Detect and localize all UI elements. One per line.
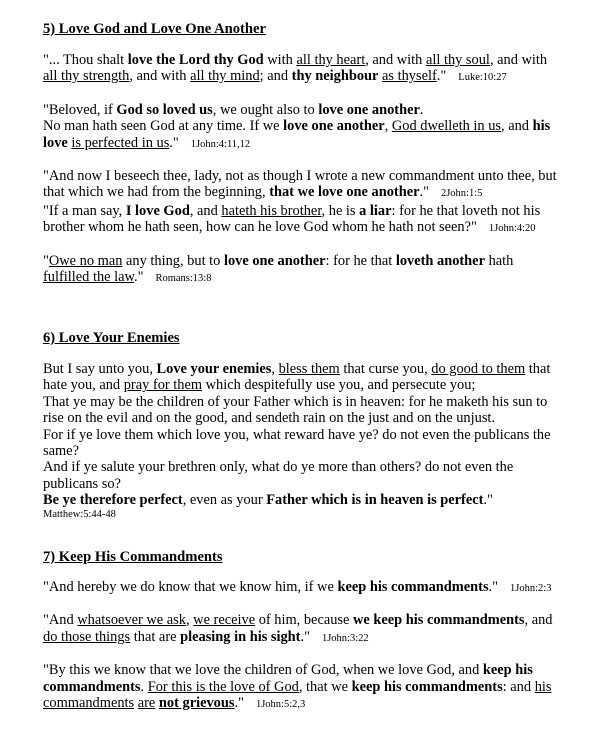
verse-text: as thyself [382, 68, 437, 85]
verse-text: do those things [43, 628, 131, 645]
verse-text: "If a man say, [43, 202, 126, 219]
verse-text: , and with [365, 52, 426, 68]
verse-text: , and with [489, 52, 548, 68]
section-love-god [43, 20, 558, 287]
scripture-reference: 1John:4:20 [488, 223, 536, 235]
verse-text: hateth his brother [221, 202, 322, 219]
verse-text: ." [133, 269, 144, 286]
verse-text: ; and [259, 68, 292, 85]
verse-text: , that we [298, 678, 352, 695]
verse-text: ." [436, 68, 447, 85]
verse-text: "By this we know that we love the children of God, when we love God, and [43, 662, 483, 679]
scripture-reference: 1John:4:11,12 [190, 138, 251, 150]
verse-text: that hate you, and [43, 361, 551, 394]
verse-text: Be ye therefore perfect [43, 492, 183, 509]
verse-text: we receive [193, 612, 256, 629]
verse-text: hath [484, 252, 514, 269]
verse-text: But I say unto you, [43, 361, 157, 377]
verse-text: , and [501, 118, 533, 135]
verse-text: That ye may be the children of your Father which is in heaven: for he maketh his sun to rise on the evil and on the good, and sendeth rain on the just and on the unjust. [43, 393, 548, 427]
section-love-enemies [43, 329, 558, 521]
verse-text: "And hereby we do know that we know him, if we [43, 579, 338, 595]
verse-paragraph [43, 52, 558, 87]
scripture-reference: 1John:3:22 [321, 632, 369, 644]
verse-text: his commandments [43, 678, 552, 712]
verse-text: No man hath seen God at any time. If we [43, 118, 284, 135]
verse-text: : for he that loveth not his brother whom he hath seen, how can he love God whom he hath not seen?" [43, 202, 541, 236]
verse-paragraph [43, 579, 558, 597]
verse-text: all thy mind [190, 68, 260, 85]
verse-text: whatsoever we ask [77, 612, 186, 629]
verse-paragraph [43, 102, 558, 153]
verse-text: ." [234, 695, 244, 712]
scripture-reference: Luke:10:27 [458, 72, 507, 84]
verse-text: all thy strength [43, 68, 130, 85]
verse-text: , and with [129, 68, 191, 85]
verse-text: Father which is in heaven is perfect [266, 492, 484, 509]
verse-paragraph [43, 662, 558, 713]
verse-text: ." [488, 579, 499, 595]
verse-text: Owe no man [48, 252, 123, 269]
verse-text: , we ought also to [212, 101, 319, 118]
verse-text: For this is the love of God [147, 678, 299, 695]
verse-text: all thy soul [425, 52, 490, 68]
verse-text: , and [189, 202, 222, 219]
verse-text: , even as your [182, 492, 267, 509]
verse-text: are [137, 695, 156, 712]
section-keep-commandments [43, 548, 558, 713]
scripture-reference: 1John:2:3 [510, 583, 552, 594]
verse-text: that curse you, [339, 361, 432, 377]
section-heading: 5) Love God and Love One Another [43, 21, 266, 37]
scripture-reference: 2John:1:5 [440, 188, 483, 200]
verse-text: we keep his commandments [353, 612, 525, 629]
verse-text: ." [419, 184, 429, 201]
verse-text: love one another [318, 101, 420, 118]
verse-text: a liar [359, 202, 392, 219]
verse-text: And if ye salute your brethren only, what do ye more than others? do not even the publicans so? [43, 459, 514, 492]
verse-text: "And now I beseech thee, lady, not as though I wrote a new commandment unto thee, but that which we had from the beginning, [43, 168, 557, 201]
verse-text: that are [130, 628, 181, 645]
verse-text: keep his commandments [351, 678, 503, 695]
verse-text: , and [524, 612, 553, 629]
verse-text: " [43, 252, 49, 269]
verse-text: all thy heart [296, 52, 366, 68]
verse-text: is perfected in us [71, 134, 170, 151]
verse-text: , [185, 612, 194, 629]
verse-text: with [263, 52, 297, 68]
verse-text: keep his commandments [337, 579, 489, 595]
verse-text: ." [483, 492, 493, 509]
verse-text: , [271, 361, 279, 377]
verse-text: God so loved us [116, 101, 213, 118]
verse-text: love the Lord thy God [127, 52, 264, 68]
verse-text: For if ye love them which love you, what reward have ye? do not even the publicans the same? [43, 426, 551, 460]
verse-text: of him, because [255, 612, 353, 629]
verse-text: love one another [223, 252, 326, 269]
verse-paragraph [43, 203, 558, 238]
verse-text: thy neighbour [291, 68, 379, 85]
verse-text: bless them [278, 361, 340, 377]
verse-text: loveth another [395, 252, 485, 269]
verse-text: "And [43, 612, 78, 629]
verse-text: I love God [125, 202, 190, 219]
verse-paragraph [43, 361, 558, 521]
verse-text: God dwelleth in us [391, 118, 502, 135]
verse-text: pleasing in his sight [180, 628, 301, 645]
verse-text: any thing, but to [122, 252, 224, 269]
verse-text: : and [502, 678, 535, 695]
verse-text: which despitefully use you, and persecute you; [202, 377, 476, 394]
verse-text: ." [169, 134, 179, 151]
verse-text: "Beloved, if [43, 101, 117, 118]
section-heading: 7) Keep His Commandments [43, 549, 223, 565]
verse-text: . [419, 101, 424, 118]
verse-text: , [384, 118, 392, 135]
verse-paragraph [43, 612, 558, 647]
verse-text: keep his commandments [43, 662, 533, 695]
verse-text: , he is [321, 202, 360, 219]
verse-text: love one another [283, 118, 385, 135]
verse-text: do good to them [431, 361, 526, 377]
verse-text: ." [300, 628, 310, 645]
verse-text: Love your enemies [156, 361, 272, 377]
section-heading: 6) Love Your Enemies [43, 330, 180, 346]
verse-text: his love [43, 118, 551, 151]
verse-text: that we love one another [269, 184, 420, 201]
verse-text: not grievous [158, 695, 235, 712]
scripture-reference: Romans:13:8 [155, 273, 212, 285]
verse-text: fulfilled the law [43, 269, 134, 286]
verse-text: . [140, 678, 148, 695]
scripture-reference: Matthew:5:44-48 [43, 508, 116, 520]
verse-text: pray for them [123, 377, 203, 394]
verse-text: "... Thou shalt [43, 52, 128, 68]
verse-paragraph [43, 253, 558, 288]
scripture-reference: 1John:5:2,3 [255, 699, 306, 711]
verse-paragraph [43, 168, 558, 203]
verse-text: : for he that [325, 252, 396, 269]
